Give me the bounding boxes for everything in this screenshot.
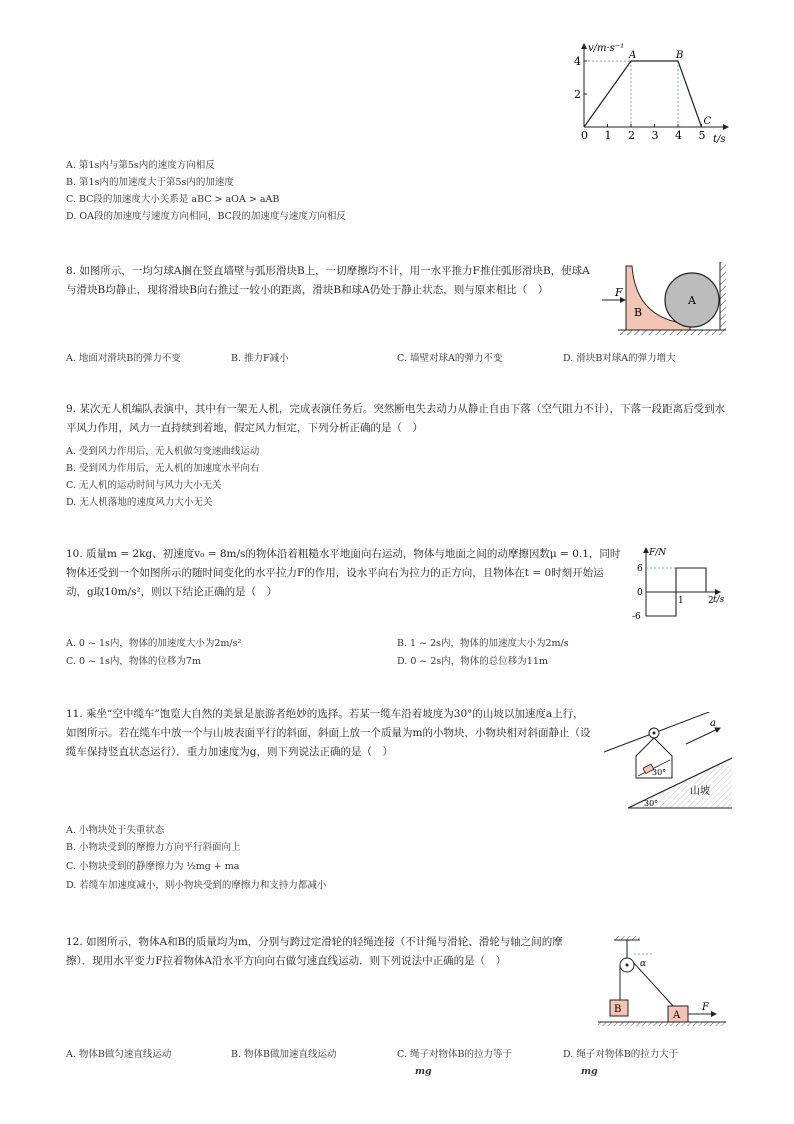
q11-accel-label: a — [710, 718, 716, 729]
q12-option-a[interactable]: A. 物体B做匀速直线运动 — [66, 1049, 172, 1060]
q7-xlabel: t/s — [713, 134, 726, 145]
q7-option-b[interactable]: B. 第1s内的加速度大于第5s内的加速度 — [66, 177, 234, 188]
q7-option-c[interactable]: C. BC段的加速度大小关系是 aBC > aOA > aAB — [66, 194, 280, 205]
q10-ylabel: F/N — [649, 548, 667, 558]
q10-x-tick-label: 2 — [708, 596, 714, 606]
q7-x-tick-label: 0 — [581, 129, 588, 142]
q7-y-tick-label: 2 — [574, 88, 581, 101]
q7-x-tick-label: 4 — [675, 129, 682, 142]
q9-option-a[interactable]: A. 受到风力作用后，无人机做匀变速曲线运动 — [66, 446, 260, 457]
q7-ylabel: v/m·s⁻¹ — [588, 43, 625, 54]
q10-xlabel: t/s — [713, 595, 725, 605]
q8-figure — [598, 258, 733, 338]
q12-option-d[interactable] — [563, 1046, 733, 1080]
q10-y-tick-label: -6 — [632, 612, 641, 622]
q7-option-d[interactable]: D. OA段的加速度与速度方向相同，BC段的加速度与速度方向相反 — [66, 211, 346, 222]
q8-option-a[interactable]: A. 地面对滑块B的弹力不变 — [66, 353, 181, 364]
q12-option-c-text: C. 绳子对物体B的拉力等于 — [397, 1049, 512, 1060]
q8-stem: 8. 如图所示，一均匀球A搁在竖直墙壁与弧形滑块B上，一切摩擦均不计，用一水平推力F推住弧形滑块B，使球A与滑块B均静止，现将滑块B向右推过一较小的距离，滑块B和球A仍处于静止状态，则与原来相比（ ） — [66, 265, 590, 296]
q7-x-tick-label: 1 — [604, 129, 612, 142]
q7-point-label-c: C — [703, 116, 712, 127]
q9-stem: 9. 某次无人机编队表演中，其中有一架无人机，完成表演任务后。突然断电失去动力从静止自由下落（空气阻力不计），下落一段距离后受到水平风力作用，风力一直持续到着地，假定风力恒定，下列分析正确的是（ ） — [66, 403, 726, 434]
q11-option-a[interactable]: A. 小物块处于失重状态 — [66, 825, 165, 836]
q12-block-b-label: B — [614, 1004, 622, 1015]
q12-option-d-tail: mg — [581, 1066, 598, 1077]
q10-option-a[interactable]: A. 0 ~ 1s内，物体的加速度大小为2m/s² — [66, 638, 242, 649]
q10-option-c[interactable]: C. 0 ~ 1s内，物体的位移为7m — [66, 656, 201, 667]
q11-option-b[interactable]: B. 小物块受到的摩擦力方向平行斜面向上 — [66, 842, 241, 853]
q12-angle-label: α — [640, 959, 647, 969]
q10-stem: 10. 质量m = 2kg、初速度v₀ = 8m/s的物体沿着粗糙水平地面向右运动，物体与地面之间的动摩擦因数μ = 0.1，同时物体还受到一个如图所示的随时间变化的水平拉力F的作用，设水平向右为拉力的正方向，且物体在t = 0时刻开始运动，g取10m/s²，则以下结论正确的是（ ） — [66, 548, 621, 598]
q10-option-d[interactable]: D. 0 ~ 2s内，物体的总位移为11m — [397, 656, 548, 667]
q12-option-c-tail: mg — [415, 1066, 432, 1077]
q12-block-a-label: A — [673, 1010, 681, 1021]
q8-ball-label: A — [688, 294, 696, 307]
q10-ft-graph — [622, 544, 734, 624]
q7-series-line — [584, 61, 702, 127]
q8-block-label: B — [634, 306, 643, 319]
q11-options — [66, 822, 596, 894]
q11-option-c[interactable]: C. 小物块受到的静摩擦力为 ½mg + ma — [66, 861, 240, 872]
q11-figure — [602, 712, 734, 812]
q7-option-a[interactable]: A. 第1s内与第5s内的速度方向相反 — [66, 160, 215, 171]
q7-point-label-b: B — [676, 50, 684, 61]
q12-option-c[interactable] — [397, 1046, 557, 1080]
q11-slope-angle: 30° — [644, 799, 659, 808]
q8-option-d[interactable]: D. 滑块B对球A的弹力增大 — [563, 353, 676, 364]
q7-x-tick-label: 5 — [698, 129, 706, 142]
q10-y-tick-label: 0 — [637, 588, 643, 598]
q10-option-b[interactable]: B. 1 ~ 2s内，物体的加速度大小为2m/s — [397, 638, 569, 649]
q7-x-tick-label: 3 — [651, 129, 659, 142]
q12-option-d-text: D. 绳子对物体B的拉力大于 — [563, 1049, 679, 1060]
q11-option-d[interactable]: D. 若缆车加速度减小，则小物块受到的摩擦力和支持力都减小 — [66, 880, 327, 891]
q12-force-label: F — [702, 1002, 709, 1013]
q7-options — [66, 157, 606, 225]
q12-figure — [598, 934, 734, 1032]
q10-y-tick-label: 6 — [637, 564, 643, 574]
q9-option-b[interactable]: B. 受到风力作用后，无人机的加速度水平向右 — [66, 463, 260, 474]
q11-slope-label: 山坡 — [690, 786, 710, 797]
q11-stem: 11. 乘坐“空中缆车”饱览大自然的美景是旅游者绝妙的选择。若某一缆车沿着坡度为30°的山坡以加速度a上行，如图所示。若在缆车中放一个与山坡表面平行的斜面，斜面上放一个质量为m的小物块，小物块相对斜面静止（设缆车保持竖直状态运行）．重力加速度为g，则下列说法正确的是（ ） — [66, 708, 591, 758]
q7-point-label-a: A — [629, 50, 637, 61]
q7-vt-graph — [568, 38, 738, 150]
q9-option-c[interactable]: C. 无人机的运动时间与风力大小无关 — [66, 480, 222, 491]
q12-stem: 12. 如图所示，物体A和B的质量均为m，分别与跨过定滑轮的轻绳连接（不计绳与滑轮、滑轮与轴之间的摩擦）．现用水平变力F拉着物体A沿水平方向向右做匀速直线运动．则下列说法中正确的是（ ） — [66, 936, 563, 967]
q12-option-b[interactable]: B. 物体B做加速直线运动 — [231, 1049, 337, 1060]
q8-option-b[interactable]: B. 推力F减小 — [231, 353, 289, 364]
q9-option-d[interactable]: D. 无人机落地的速度风力大小无关 — [66, 497, 213, 508]
q8-force-label: F — [615, 286, 623, 299]
q11-accel-arrow — [686, 728, 720, 744]
q8-option-c[interactable]: C. 墙壁对球A的弹力不变 — [397, 353, 503, 364]
q7-y-tick-label: 4 — [574, 55, 581, 68]
q9-options — [66, 443, 626, 511]
q7-x-tick-label: 2 — [628, 129, 635, 142]
q11-inner-angle: 30° — [652, 768, 667, 777]
q10-x-tick-label: 1 — [678, 596, 684, 606]
